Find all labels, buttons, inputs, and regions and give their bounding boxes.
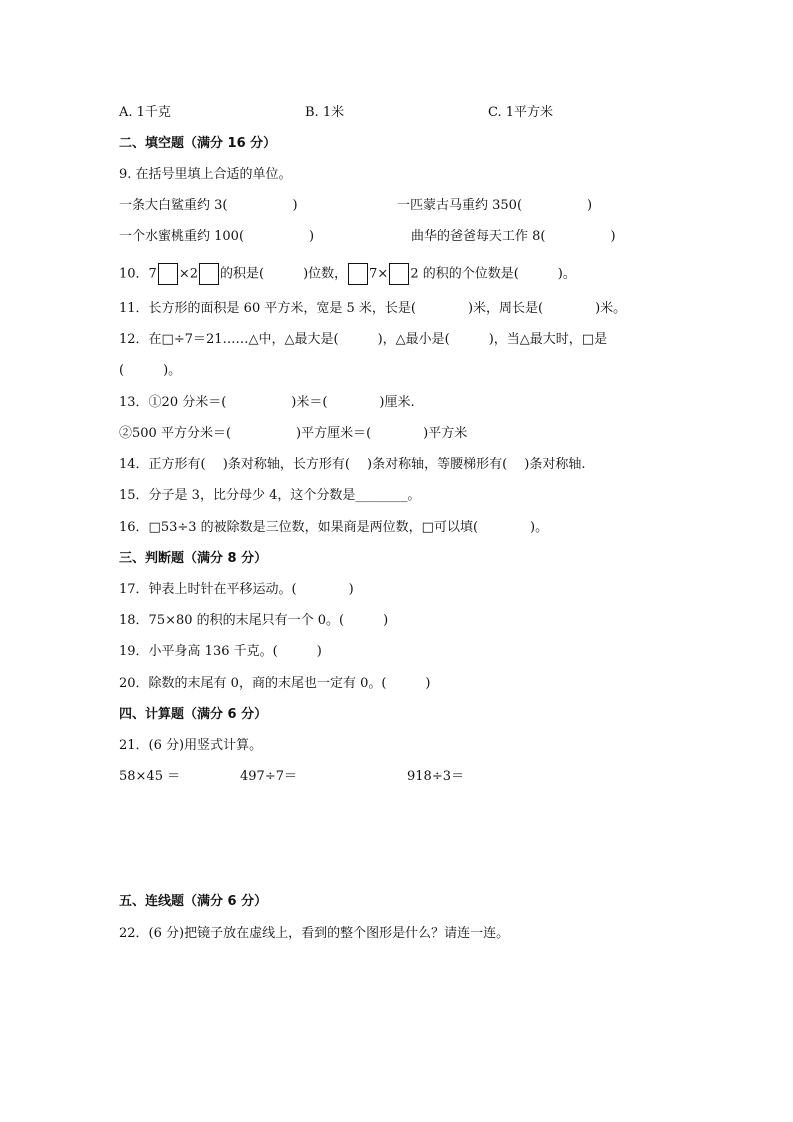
- question-9-item-a: 一条大白鲨重约 3( ): [119, 198, 298, 213]
- section-matching-title: 五、连线题（满分 6 分）: [119, 894, 268, 909]
- question-10-part-4: 7×: [369, 266, 389, 282]
- question-21-expression-3: 918÷3＝: [407, 769, 464, 784]
- question-14: 14．正方形有( )条对称轴，长方形有( )条对称轴，等腰梯形有( )条对称轴.: [119, 457, 586, 472]
- blank-box: [158, 263, 178, 285]
- blank-box: [199, 263, 219, 285]
- question-11: 11．长方形的面积是 60 平方米，宽是 5 米，长是( )米，周长是( )米。: [119, 301, 627, 316]
- question-12-line-1: 12．在□÷7＝21……△中，△最大是( )，△最小是( )，当△最大时，□是: [119, 332, 608, 347]
- question-16: 16．□53÷3 的被除数是三位数，如果商是两位数，□可以填( )。: [119, 520, 549, 535]
- question-10-part-3: 的积是( )位数，: [220, 266, 348, 282]
- question-21-expression-2: 497÷7＝: [240, 769, 297, 784]
- section-true-false-title: 三、判断题（满分 8 分）: [119, 551, 268, 566]
- question-13-line-1: 13．①20 分米＝( )米＝( )厘米.: [119, 395, 415, 410]
- question-21-expression-1: 58×45 ＝: [119, 769, 181, 784]
- question-13-line-2: ②500 平方分米＝( )平方厘米＝( )平方米: [119, 426, 468, 441]
- question-9-item-c: 一个水蜜桃重约 100( ): [119, 229, 315, 244]
- question-10: [119, 263, 576, 285]
- question-18: 18．75×80 的积的末尾只有一个 0。( ): [119, 613, 389, 628]
- option-b: B. 1米: [305, 105, 345, 120]
- question-10-part-1: 10．7: [119, 266, 157, 282]
- question-22: 22．(6 分)把镜子放在虚线上，看到的整个图形是什么？请连一连。: [119, 926, 510, 941]
- blank-box: [348, 263, 368, 285]
- option-a: A. 1千克: [119, 105, 171, 120]
- question-9-item-d: 曲华的爸爸每天工作 8( ): [411, 229, 616, 244]
- question-10-part-2: ×2: [178, 266, 198, 282]
- option-c: C. 1平方米: [488, 105, 554, 120]
- question-9-stem: 9. 在括号里填上合适的单位。: [119, 167, 292, 182]
- section-fill-in-title: 二、填空题（满分 16 分）: [119, 136, 277, 151]
- question-9-item-b: 一匹蒙古马重约 350( ): [397, 198, 593, 213]
- blank-box: [389, 263, 409, 285]
- question-12-line-2: ( )。: [119, 363, 182, 378]
- section-calculation-title: 四、计算题（满分 6 分）: [119, 707, 268, 722]
- question-17: 17．钟表上时针在平移运动。( ): [119, 582, 354, 597]
- question-19: 19．小平身高 136 千克。( ): [119, 644, 322, 659]
- question-10-part-5: 2 的积的个位数是( )。: [410, 266, 576, 282]
- question-15: 15．分子是 3，比分母少 4，这个分数是________。: [119, 488, 421, 503]
- question-21-stem: 21．(6 分)用竖式计算。: [119, 738, 263, 753]
- question-20: 20．除数的末尾有 0，商的末尾也一定有 0。( ): [119, 676, 431, 691]
